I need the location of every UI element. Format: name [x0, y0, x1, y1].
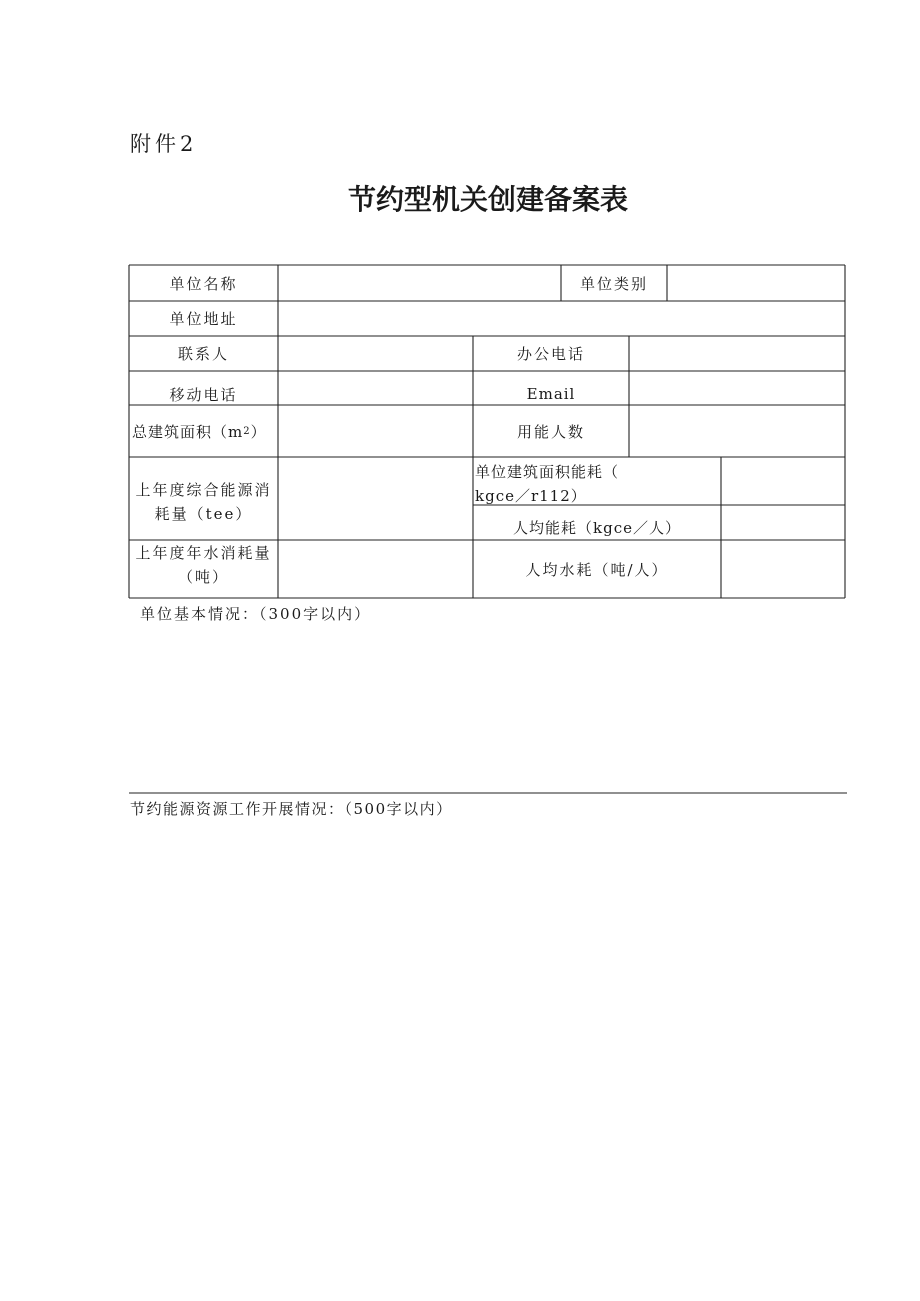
unit-name-field[interactable] [279, 266, 560, 300]
per-capita-water-field[interactable] [722, 541, 844, 597]
area-energy-label: 单位建筑面积能耗（ kgce／r112） [475, 463, 620, 505]
unit-name-label: 单位名称 [169, 274, 238, 293]
office-phone-field[interactable] [630, 337, 844, 370]
unit-address-field[interactable] [279, 302, 844, 335]
basic-info-heading: 单位基本情况：（300字以内） [140, 605, 372, 623]
mobile-label: 移动电话 [169, 385, 238, 404]
energy-work-heading: 节约能源资源工作开展情况：（500字以内） [130, 800, 453, 818]
total-area-label: 总建筑面积（m 2 ） [132, 422, 267, 441]
basic-info-area[interactable] [130, 626, 844, 788]
unit-category-field[interactable] [668, 266, 844, 300]
email-field[interactable] [630, 372, 844, 404]
mobile-field[interactable] [279, 372, 472, 404]
unit-address-label: 单位地址 [169, 310, 238, 328]
water-consumption-label: 上年度年水消耗量 （吨） [135, 544, 272, 586]
energy-consumption-field[interactable] [279, 458, 472, 539]
energy-users-field[interactable] [630, 406, 844, 456]
area-energy-field[interactable] [722, 458, 844, 504]
water-consumption-field[interactable] [279, 541, 472, 597]
total-area-field[interactable] [279, 406, 472, 456]
page-title: 节约型机关创建备案表 [347, 183, 628, 216]
office-phone-label: 办公电话 [516, 345, 585, 363]
contact-label: 联系人 [177, 345, 229, 363]
per-capita-water-label: 人均水耗（吨/人） [525, 560, 669, 579]
energy-consumption-label: 上年度综合能源消 耗量（tee） [135, 481, 272, 523]
energy-users-label: 用能人数 [516, 422, 585, 441]
per-capita-energy-label: 人均能耗（kgce／人） [513, 519, 681, 537]
contact-field[interactable] [279, 337, 472, 370]
unit-category-label: 单位类别 [579, 274, 648, 293]
email-label: Email [526, 385, 576, 403]
per-capita-energy-field[interactable] [722, 506, 844, 539]
energy-work-area[interactable] [130, 822, 844, 1242]
attachment-label: 附件2 [130, 132, 198, 156]
